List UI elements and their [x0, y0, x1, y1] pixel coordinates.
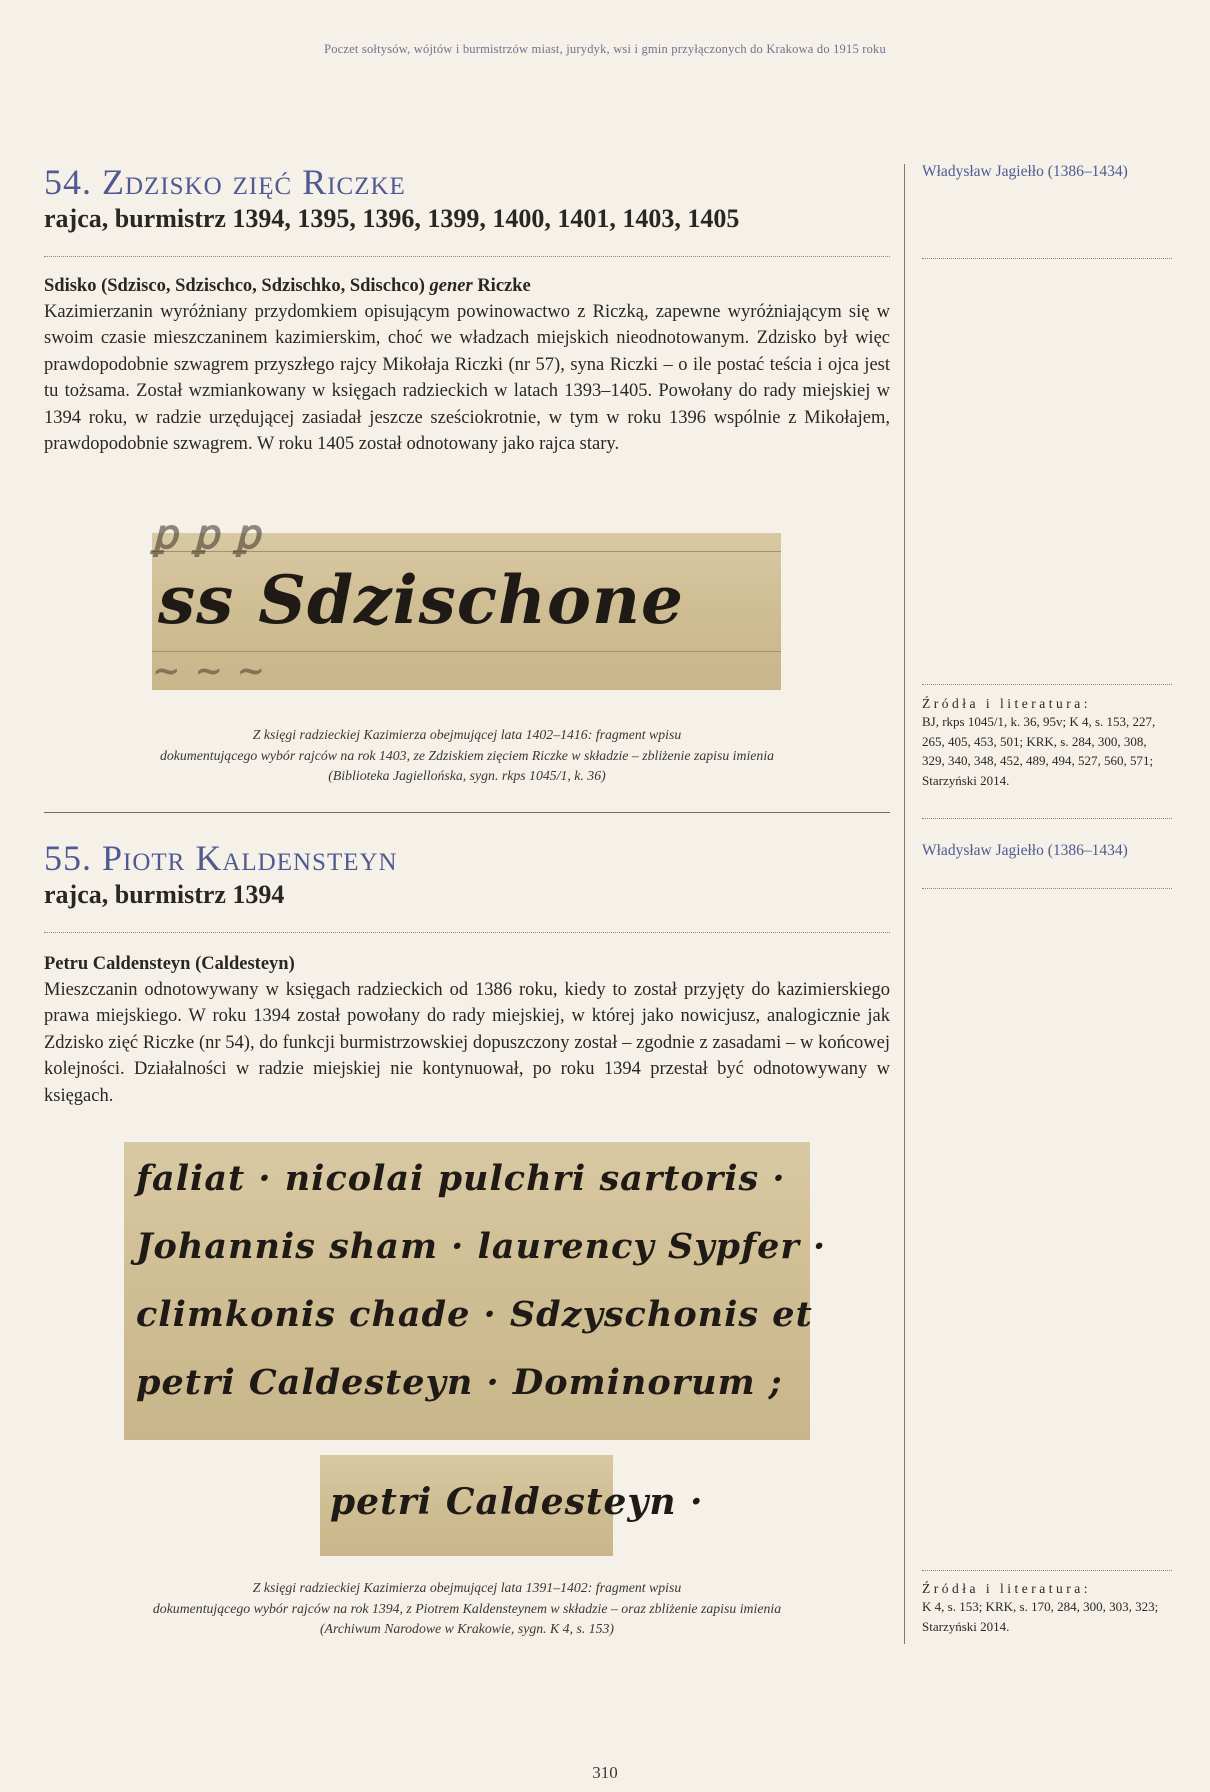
sidebar-dotted-separator	[922, 258, 1172, 259]
sidebar-dotted-separator	[922, 888, 1172, 889]
entry-54-body	[44, 274, 890, 458]
manuscript-image-54: ꝑ ꝑ ꝑ ss Sdzischone ~ ~ ~	[152, 533, 781, 690]
page-number: 310	[592, 1763, 618, 1782]
entry-55-heading	[44, 840, 890, 910]
sources-heading: Źródła i literatura:	[922, 1581, 1091, 1596]
sources-list: BJ, rkps 1045/1, k. 36, 95v; K 4, s. 153, 227, 265, 405, 453, 501; KRK, s. 284, 300, 308, 329, 340, 348, 452, 489, 494, 527, 560, 571; Starzyński 2014.	[922, 714, 1156, 788]
sidebar-55-sources	[922, 1581, 1172, 1636]
biography-text: Kazimierzanin wyróżniany przydomkiem opisującym powinowactwo z Riczką, zapewne wyróżniającym się w swoim czasie mieszczaninem kazimierskim, choć we władzach miejskich nieodnotowanym. Zdzisko był więc prawdopodobnie szwagrem przyszłego rajcy Mikołaja Riczki (nr 57), syna Riczki – o ile postać teścia i ojca jest tu tożsama. Został wzmiankowany w księgach radzieckich w latach 1393–1405. Powołany do rady miejskiej w 1394 roku, w radzie urzędującej zasiadał jeszcze sześciokrotnie, w tym w roku 1396 wspólnie z Mikołajem, prawdopodobnie szwagrem. W roku 1405 został odnotowany jako rajca stary.	[44, 301, 890, 455]
reign-label: Władysław Jagiełło (1386–1434)	[922, 842, 1128, 859]
sidebar-dotted-separator	[922, 684, 1172, 685]
dotted-separator	[44, 932, 890, 933]
sidebar-dotted-separator	[922, 818, 1172, 819]
sidebar-54-reign	[922, 163, 1172, 181]
sidebar-54-sources	[922, 696, 1172, 790]
name-variants: Petru Caldensteyn (Caldesteyn)	[44, 954, 295, 974]
entry-subtitle: rajca, burmistrz 1394	[44, 879, 285, 909]
manuscript-image-55: faliat · nicolai pulchri sartoris · Johannis sham · laurency Sypfer · climkonis chade · Sdzyschonis et petri Caldesteyn · Dominorum ;	[124, 1142, 810, 1440]
sources-heading: Źródła i literatura:	[922, 696, 1091, 711]
entry-title: 55. Piotr Kaldensteyn	[44, 838, 398, 878]
entry-title: 54. Zdzisko zięć Riczke	[44, 162, 406, 202]
entry-separator	[44, 812, 890, 813]
sidebar-55-reign	[922, 842, 1172, 860]
sources-list: K 4, s. 153; KRK, s. 170, 284, 300, 303, 323; Starzyński 2014.	[922, 1599, 1159, 1634]
running-header: Poczet sołtysów, wójtów i burmistrzów miast, jurydyk, wsi i gmin przyłączonych do Krakowa do 1915 roku	[324, 42, 886, 56]
entry-55-body	[44, 952, 890, 1109]
manuscript-closeup-55: petri Caldesteyn ·	[320, 1455, 613, 1556]
entry-subtitle: rajca, burmistrz 1394, 1395, 1396, 1399, 1400, 1401, 1403, 1405	[44, 203, 740, 233]
entry-54-heading	[44, 164, 890, 234]
sidebar-dotted-separator	[922, 1570, 1172, 1571]
reign-label: Władysław Jagiełło (1386–1434)	[922, 163, 1128, 180]
column-divider	[904, 164, 905, 1644]
dotted-separator	[44, 256, 890, 257]
biography-text: Mieszczanin odnotowywany w księgach radzieckich od 1386 roku, kiedy to został przyjęty do kazimierskiego prawa miejskiego. W roku 1394 został powołany do rady miejskiej, w której jako nowicjusz, analogicznie jak Zdzisko zięć Riczke (nr 54), do funkcji burmistrzowskiej dopuszczony został – zgodnie z zasadami – w końcowej kolejności. Działalności w radzie miejskiej nie kontynuował, po roku 1394 przestał być odnotowywany w księgach.	[44, 979, 890, 1106]
image-caption-54: Z księgi radzieckiej Kazimierza obejmującej lata 1402–1416: fragment wpisu dokumentującego wybór rajców na rok 1403, ze Zdziskiem zięciem Riczke w składzie – zbliżenie zapisu imienia (Biblioteka Jagiellońska, sygn. rkps 1045/1, k. 36)	[159, 727, 775, 784]
image-caption-55: Z księgi radzieckiej Kazimierza obejmującej lata 1391–1402: fragment wpisu dokumentującego wybór rajców na rok 1394, z Piotrem Kaldensteynem w składzie – oraz zbliżenie zapisu imienia (Archiwum Narodowe w Krakowie, sygn. K 4, s. 153)	[152, 1580, 782, 1637]
name-variants: Sdisko (Sdzisco, Sdzischco, Sdzischko, Sdischco) gener Riczke	[44, 276, 531, 296]
